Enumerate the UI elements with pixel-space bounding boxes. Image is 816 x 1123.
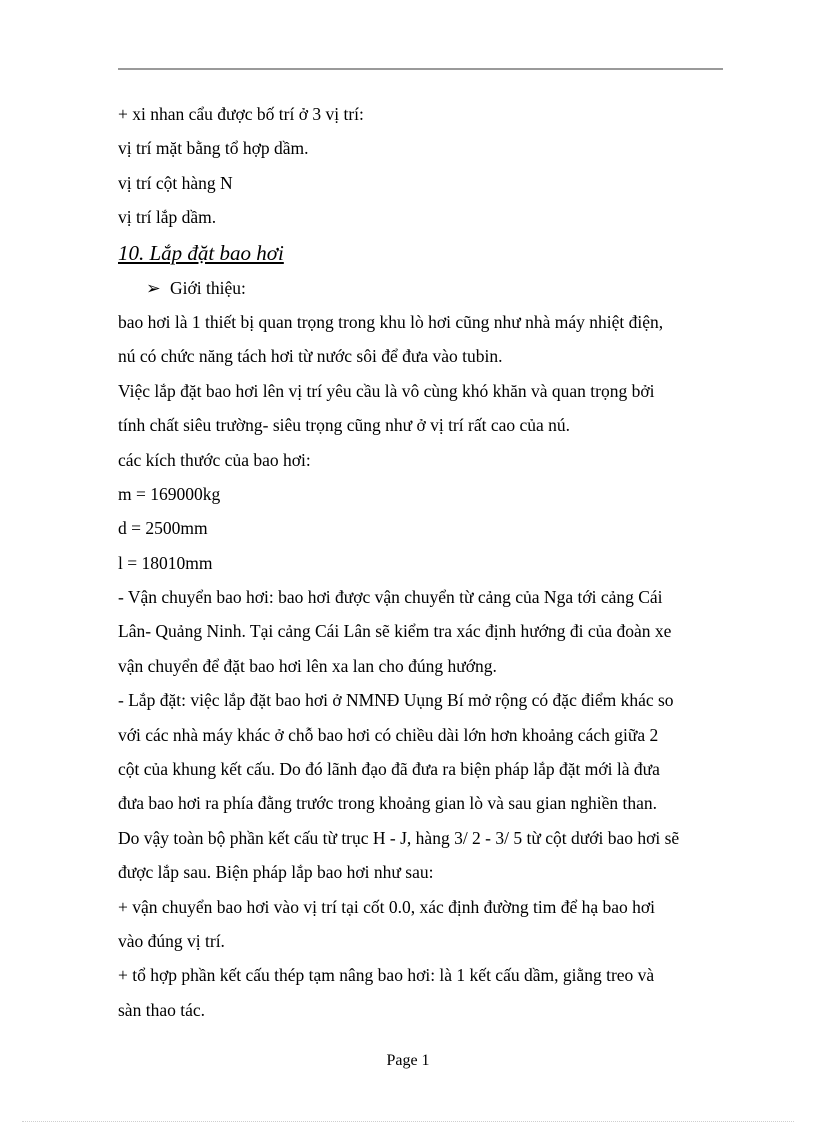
text-line: - Vận chuyển bao hơi: bao hơi được vận chuyển từ cảng của Nga tới cảng Cái [118, 587, 663, 608]
text-line: Do vậy toàn bộ phần kết cấu từ trục H - J, hàng 3/ 2 - 3/ 5 từ cột dưới bao hơi sẽ [118, 827, 680, 848]
text-line: nú có chức năng tách hơi từ nước sôi để đưa vào tubin. [118, 346, 503, 367]
text-line: vận chuyển để đặt bao hơi lên xa lan cho đúng hướng. [118, 655, 497, 676]
header-rule [118, 68, 723, 70]
text-line: - Lắp đặt: việc lắp đặt bao hơi ở NMNĐ Uụng Bí mở rộng có đặc điểm khác so [118, 690, 674, 711]
text-line: cột của khung kết cấu. Do đó lãnh đạo đã đưa ra biện pháp lắp đặt mới là đưa [118, 759, 660, 780]
text-line: được lắp sau. Biện pháp lắp bao hơi như sau: [118, 862, 434, 883]
text-line: m = 169000kg [118, 483, 221, 504]
text-line: tính chất siêu trường- siêu trọng cũng như ở vị trí rất cao của nú. [118, 415, 571, 436]
text-line: sàn thao tác. [118, 999, 205, 1020]
text-line: với các nhà máy khác ở chỗ bao hơi có chiều dài lớn hơn khoảng cách giữa 2 [118, 724, 659, 745]
bullet-label: Giới thiệu: [170, 277, 246, 298]
text-line: Lân- Quảng Ninh. Tại cảng Cái Lân sẽ kiểm tra xác định hướng đi của đoàn xe [118, 621, 672, 642]
text-line: các kích thước của bao hơi: [118, 449, 311, 470]
text-line: vị trí mặt bằng tổ hợp dầm. [118, 138, 309, 159]
text-line: vị trí cột hàng N [118, 172, 233, 193]
text-line: Việc lắp đặt bao hơi lên vị trí yêu cầu là vô cùng khó khăn và quan trọng bởi [118, 380, 655, 401]
text-line: vị trí lắp dầm. [118, 207, 217, 228]
page-edge-divider [22, 1121, 794, 1122]
text-line: + vận chuyển bao hơi vào vị trí tại cốt 0.0, xác định đường tim để hạ bao hơi [118, 896, 655, 917]
text-line: l = 18010mm [118, 552, 213, 573]
text-line: + tổ hợp phần kết cấu thép tạm nâng bao hơi: là 1 kết cấu dầm, giằng treo và [118, 965, 655, 986]
bullet-item [118, 271, 728, 305]
document-body [118, 97, 728, 1027]
text-line: d = 2500mm [118, 518, 208, 539]
text-line: bao hơi là 1 thiết bị quan trọng trong khu lò hơi cũng như nhà máy nhiệt điện, [118, 311, 664, 332]
page-number: Page 1 [386, 1052, 430, 1069]
text-line: + xi nhan cẩu được bố trí ở 3 vị trí: [118, 104, 364, 124]
text-line: đưa bao hơi ra phía đằng trước trong khoảng gian lò và sau gian nghiền than. [118, 793, 658, 814]
section-heading: 10. Lắp đặt bao hơi [118, 240, 284, 265]
text-line: vào đúng vị trí. [118, 930, 225, 951]
arrow-bullet-icon: ➢ [146, 277, 161, 298]
